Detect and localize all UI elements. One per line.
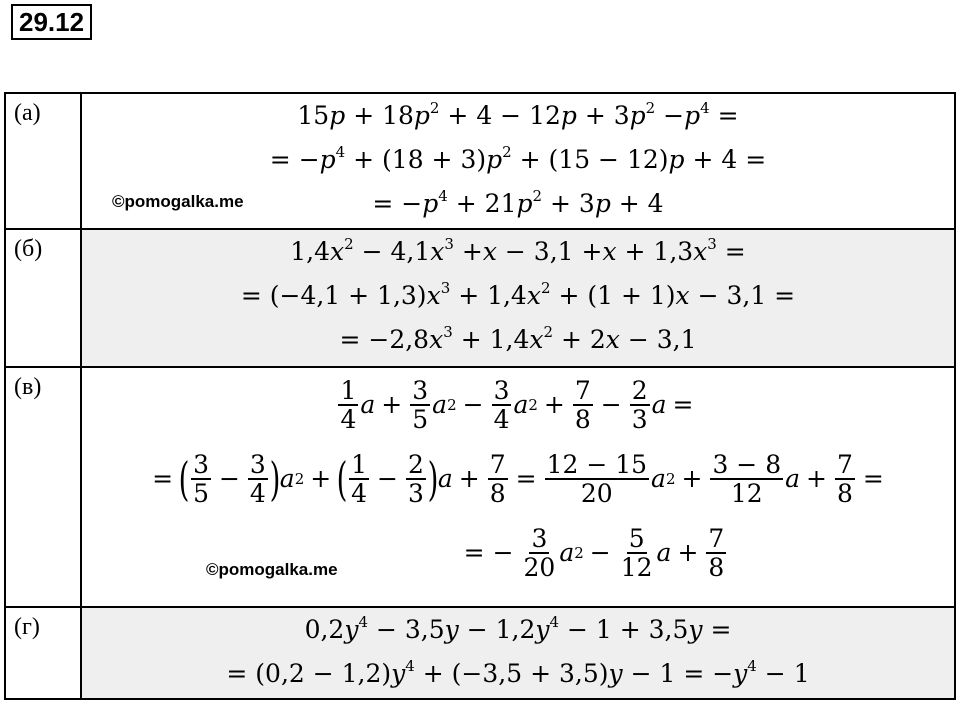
row-a: [5, 93, 955, 229]
fraction: $\frac{1}{4}$: [351, 449, 368, 508]
fraction: $\frac{3}{4}$: [493, 375, 510, 434]
row-v: [5, 367, 955, 607]
fraction: $\frac{5}{12}$: [620, 523, 653, 582]
row-label-v: (в): [5, 367, 81, 607]
fraction: $\frac{3 - 8}{12}$: [712, 449, 782, 508]
watermark-a: ©pomogalka.me: [112, 192, 244, 211]
fraction: $\frac{12 - 15}{20}$: [546, 449, 648, 508]
fraction: $\frac{3}{5}$: [193, 449, 209, 508]
row-label-b: (б): [5, 229, 81, 367]
math-cell-v: [81, 367, 955, 607]
equation-v-line1: $\frac{1}{4}$ a + $\frac{3}{5}$ a 2 − $\frac{3}{4}$ a 2 + $\frac{7}{8}$ − $\frac{2}{3}$ a =: [340, 375, 694, 434]
fraction: $\frac{7}{8}$: [708, 523, 725, 582]
equation-g-line2: = $(0,2 - 1,2)y^4 + (-3,5 + 3,5)y - 1 = -y^4 - 1$: [226, 657, 810, 688]
row-label-a: (а): [5, 93, 81, 229]
equation-b-line1: $1,4x^2 - 4,1x^3 +x - 3,1 +x + 1,3x^3$ =: [290, 235, 746, 266]
row-label-g: (г): [5, 607, 81, 699]
equation-v-line3: = − $\frac{3}{20}$ a 2 − $\frac{5}{12}$ a + $\frac{7}{8}$: [463, 523, 725, 582]
equation-a-line1: $15p + 18p^2 + 4 - 12p + 3p^2 -p^4$ =: [297, 99, 739, 130]
fraction: $\frac{7}{8}$: [489, 449, 506, 508]
row-g: [5, 607, 955, 699]
fraction: $\frac{3}{4}$: [249, 449, 266, 508]
equation-b-line3: = $-2,8x^3 + 1,4x^2 + 2x - 3,1$: [339, 323, 697, 354]
fraction: $\frac{7}{8}$: [836, 449, 853, 508]
math-cell-a: [81, 93, 955, 229]
solution-table: [4, 92, 956, 700]
math-cell-g: [81, 607, 955, 699]
fraction: $\frac{2}{3}$: [631, 375, 648, 434]
task-number: 29.12: [11, 4, 92, 40]
equation-b-line2: = $(-4,1 + 1,3)x^3 + 1,4x^2 + (1 + 1)x - 3,1$ =: [240, 279, 796, 310]
equation-v-line2: = ( $\frac{3}{5}$ − $\frac{3}{4}$ ) a 2 + ( $\frac{1}{4}$ − $\frac{2}{3}$ ) a + $\frac{7}{8}$ = $\frac{12 - 15}{20}$ a 2 + $\frac{3 - 8}{12}$ a + $\frac{7}{8}$ =: [152, 449, 884, 508]
fraction: $\frac{3}{5}$: [412, 375, 429, 434]
watermark-v: ©pomogalka.me: [206, 560, 338, 579]
fraction: $\frac{3}{20}$: [523, 523, 556, 582]
math-cell-b: [81, 229, 955, 367]
row-b: [5, 229, 955, 367]
fraction: $\frac{7}{8}$: [574, 375, 591, 434]
fraction: $\frac{2}{3}$: [408, 449, 424, 508]
fraction: $\frac{1}{4}$: [340, 375, 357, 434]
equation-a-line2: = $-p^4 + (18 + 3)p^2 + (15 - 12)p + 4$ =: [269, 143, 767, 174]
equation-g-line1: $0,2y^4 - 3,5y - 1,2y^4 - 1 + 3,5y$ =: [304, 613, 732, 644]
equation-a-line3: = $-p^4 + 21p^2 + 3p + 4$: [372, 187, 664, 218]
